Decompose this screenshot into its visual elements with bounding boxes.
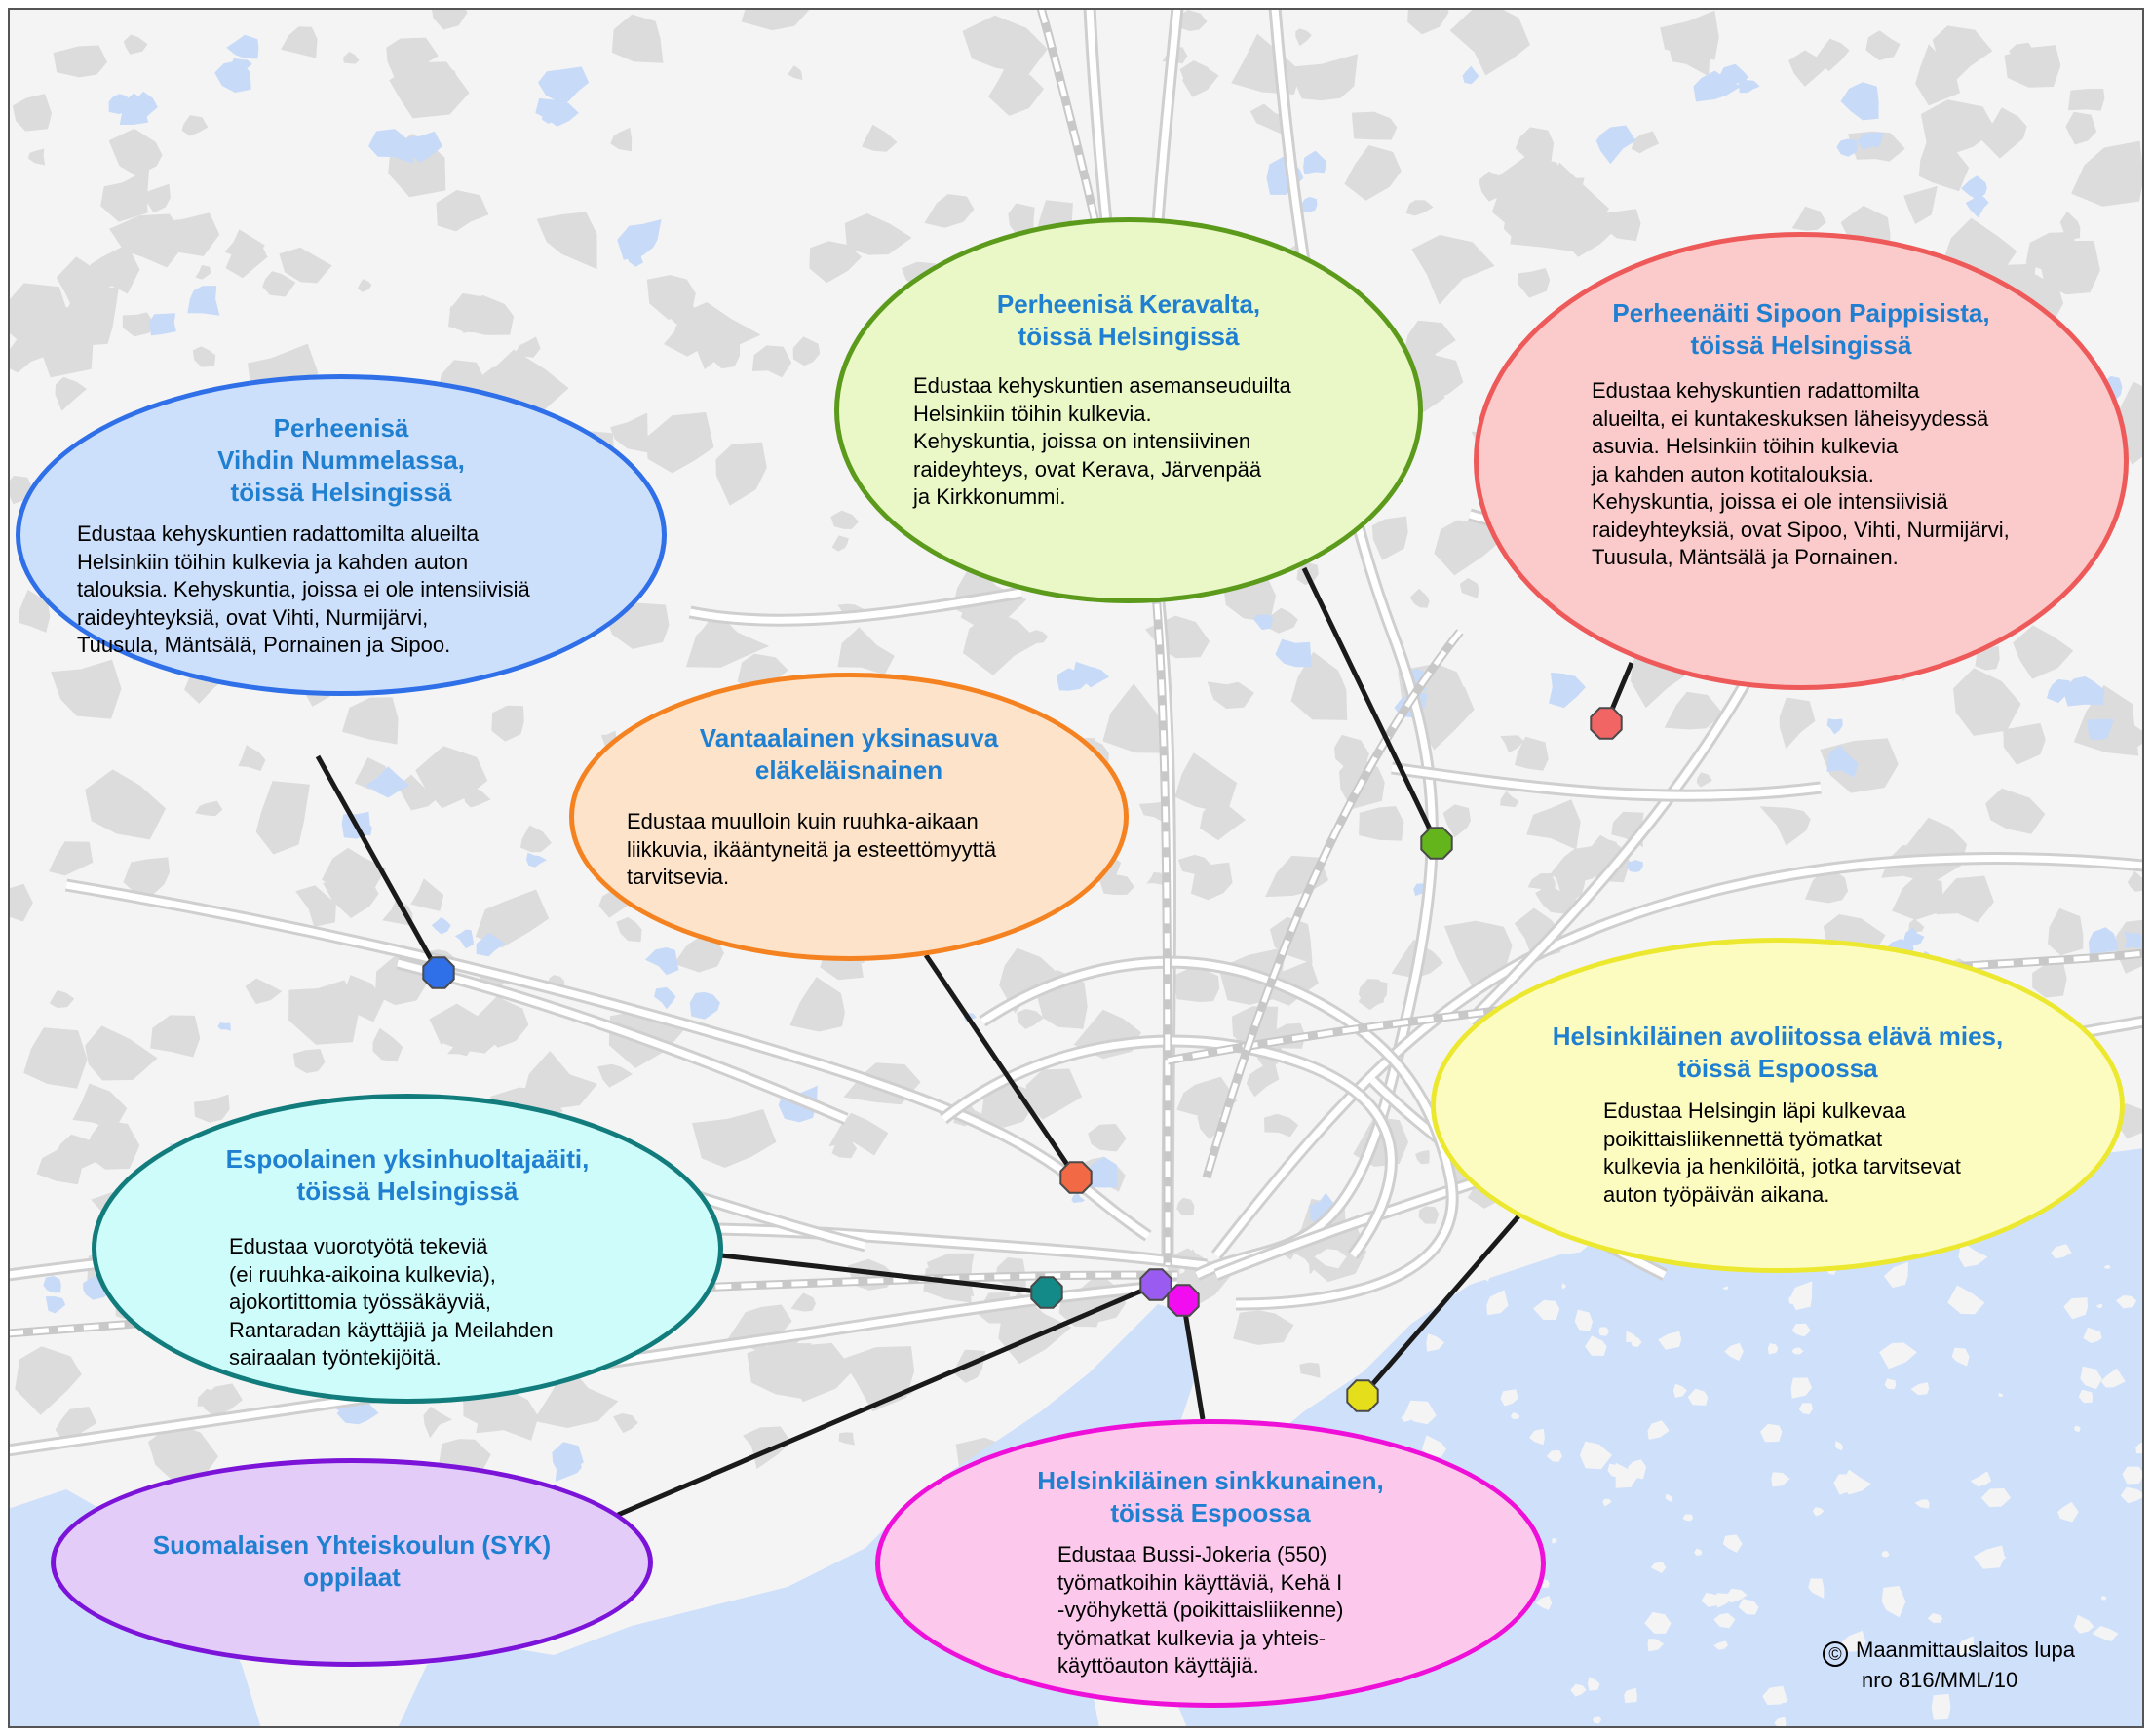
callout-sinkku bbox=[875, 1419, 1546, 1708]
marker-vantaa[interactable] bbox=[1060, 1162, 1091, 1192]
callout-title: Perheenisä Vihdin Nummelassa, töissä Helsingissä bbox=[217, 413, 465, 507]
callout-description: Edustaa kehyskuntien asemanseuduilta Helsinkiin töihin kulkevia. Kehyskuntia, joissa on intensiivinen raideyhteys, ovat Kerava, Järvenpää ja Kirkkonummi. bbox=[913, 373, 1291, 509]
callout-title: Helsinkiläinen avoliitossa elävä mies, töissä Espoossa bbox=[1552, 1022, 2004, 1083]
callout-espoo bbox=[92, 1094, 723, 1404]
callout-description: Edustaa kehyskuntien radattomilta alueilta Helsinkiin töihin kulkevia ja kahden auton talouksia. Kehyskuntia, joissa ei ole intensiivisiä raideyhteyksiä, ovat Vihti, Nurmijärvi, Tuusula, Mäntsälä, Pornainen ja Sipoo. bbox=[77, 521, 530, 657]
forest-patch bbox=[1359, 806, 1403, 841]
map-copyright: © Maanmittauslaitos lupa nro 816/MML/10 bbox=[1823, 1637, 2075, 1694]
callout-vihti bbox=[16, 374, 667, 696]
marker-avoliitto[interactable] bbox=[1347, 1380, 1377, 1410]
callout-title: Espoolainen yksinhuoltajaäiti, töissä Helsingissä bbox=[225, 1144, 590, 1206]
callout-description: Edustaa Bussi-Jokeria (550) työmatkoihin käyttäviä, Kehä I -vyöhykettä (poikittaisliikenne) työmatkat kulkevia ja yhteis- käyttöauton käyttäjiä. bbox=[1057, 1542, 1344, 1678]
callout-kerava bbox=[834, 217, 1423, 603]
marker-kerava[interactable] bbox=[1421, 828, 1451, 858]
callout-avoliitto bbox=[1431, 938, 2125, 1273]
marker-sipoo[interactable] bbox=[1591, 708, 1621, 738]
callout-description: Edustaa muulloin kuin ruuhka-aikaan liikkuvia, ikääntyneitä ja esteettömyyttä tarvitsevia. bbox=[627, 809, 997, 889]
callout-title: Perheenisä Keravalta, töissä Helsingissä bbox=[996, 289, 1261, 351]
callout-title: Helsinkiläinen sinkkunainen, töissä Espoossa bbox=[1037, 1466, 1384, 1527]
marker-vihti[interactable] bbox=[423, 957, 453, 987]
callout-title: Suomalaisen Yhteiskoulun (SYK) oppilaat bbox=[152, 1530, 552, 1592]
island bbox=[1932, 1694, 1951, 1720]
callout-description: Edustaa kehyskuntien radattomilta alueilta, ei kuntakeskuksen läheisyydessä asuvia. Helsinkiin töihin kulkevia ja kahden auton kotitalouksia. Kehyskuntia, joissa ei ole intensiivisiä raideyhteyksiä, ovat Sipoo, Vihti, Nurmijärvi, Tuusula, Mäntsälä ja Pornainen. bbox=[1592, 378, 2010, 569]
forest-patch bbox=[2068, 89, 2105, 111]
callout-syk bbox=[51, 1458, 653, 1667]
marker-sinkku[interactable] bbox=[1168, 1285, 1198, 1315]
marker-espoo[interactable] bbox=[1031, 1277, 1061, 1307]
callout-sipoo bbox=[1474, 232, 2129, 690]
marker-syk[interactable] bbox=[1140, 1269, 1171, 1299]
callout-vantaa bbox=[569, 673, 1129, 961]
copyright-icon: © bbox=[1823, 1641, 1848, 1667]
callout-description: Edustaa vuorotyötä tekeviä (ei ruuhka-aikoina kulkevia), ajokortittomia työssäkäyviä, Rantaradan käyttäjiä ja Meilahden sairaalan työntekijöitä. bbox=[229, 1234, 554, 1370]
callout-title: Vantaalainen yksinasuva eläkeläisnainen bbox=[699, 723, 999, 785]
callout-description: Edustaa Helsingin läpi kulkevaa poikittaisliikennettä työmatkat kulkevia ja henkilöitä, jotka tarvitsevat auton työpäivän aikana. bbox=[1603, 1099, 1961, 1207]
callout-title: Perheenäiti Sipoon Paippisista, töissä Helsingissä bbox=[1612, 298, 1990, 360]
